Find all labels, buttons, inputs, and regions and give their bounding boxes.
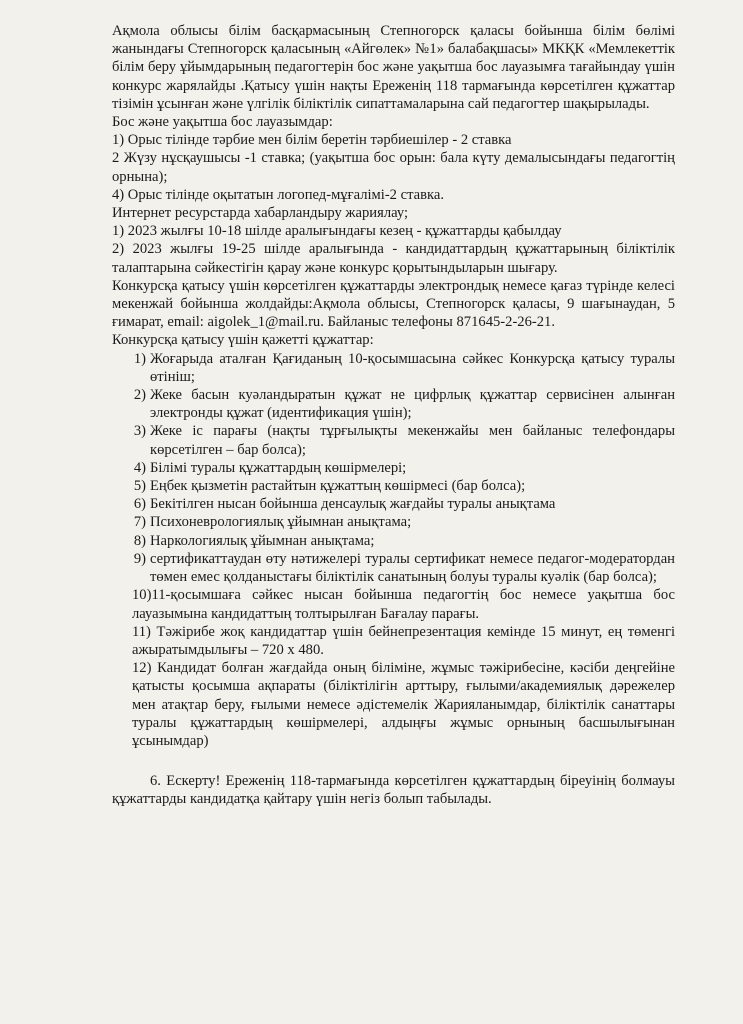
list-item: 6) Бекітілген нысан бойынша денсаулық жағдайы туралы анықтама bbox=[133, 496, 556, 513]
intro-paragraph: Ақмола облысы білім басқармасының Степногорск қаласы бойынша білім бөлімі жанындағы Степногорск қаласының «Айгөлек» №1» балабақшасы» МКҚК «Мемлекеттік білім беру ұйымдарының педагогтерін бос және уақытша бос лауазымға тағайындау үшін конкурс жарялайды .Қатысу үшін нақты Ереженің 118 тармағында көрсетілген құжаттар тізімін ұсынған және үлгілік біліктілік сипаттамаларына сай педагогтер шақырылады. bbox=[112, 23, 675, 112]
announce-heading: Интернет ресурстарда хабарландыру жариялау; bbox=[112, 205, 408, 222]
vacancies-heading: Бос және уақытша бос лауазымдар: bbox=[112, 114, 333, 131]
vacancy-item: 4) Орыс тілінде оқытатын логопед-мұғалімі-2 ставка. bbox=[112, 186, 445, 203]
announce-item: 1) 2023 жылғы 10-18 шілде аралығындағы кезең - құжаттарды қабылдау bbox=[112, 223, 562, 240]
note-paragraph: 6. Ескерту! Ереженің 118-тармағында көрсетілген құжаттардың біреуінің болмауы құжаттарды кандидатқа қайтару үшін негіз болып табылады. bbox=[112, 773, 675, 808]
doc-item-11: 11) Тәжірибе жоқ кандидаттар үшін бейнепрезентация кемінде 15 минут, ең төменгі ажыратымдылығы – 720 x 480. bbox=[132, 623, 675, 658]
vacancy-item: 1) Орыс тілінде тәрбие мен білім беретін тәрбиешілер - 2 ставка bbox=[112, 132, 512, 149]
list-item: 7) Психоневрологиялық ұйымнан анықтама; bbox=[133, 514, 412, 531]
announce-item: 2) 2023 жылғы 19-25 шілде аралығында - кандидаттардың құжаттарының біліктілік талаптарына сәйкестігін қарау және конкурс қорытындыларын шығару. bbox=[112, 241, 675, 276]
vacancy-item: 2 Жүзу нұсқаушысы -1 ставка; (уақытша бос орын: бала күту демалысындағы педагогтің орнына); bbox=[112, 150, 675, 185]
list-item: 9) сертификаттаудан өту нәтижелері туралы сертификат немесе педагог-модератордан төмен емес қолданыстағы біліктілік санатының болуы туралы куәлік (бар болса); bbox=[133, 550, 675, 586]
docs-heading: Конкурсқа қатысу үшін қажетті құжаттар: bbox=[112, 332, 374, 349]
doc-item-12: 12) Кандидат болған жағдайда оның біліміне, жұмыс тәжірибесіне, кәсіби деңгейіне қатысты қосымша ақпараты (біліктілігін арттыру, ғылыми/академиялық дәрежелер мен атақтар беру, ғылыми немесе әдістемелік Жарияланымдар, біліктілік санаттары туралы құжаттардың көшірмелері, алдыңғы жұмыс орнының басшылығынан ұсынымдар) bbox=[132, 660, 675, 749]
docs-list bbox=[112, 350, 675, 587]
list-item: 1) Жоғарыда аталған Қағиданың 10-қосымшасына сәйкес Конкурсқа қатысу туралы өтініш; bbox=[133, 350, 675, 385]
list-item: 5) Еңбек қызметін растайтын құжаттың көшірмесі (бар болса); bbox=[133, 478, 526, 495]
doc-item-10: 10)11-қосымшаға сәйкес нысан бойынша педагогтің бос немесе уақытша бос лауазымына кандидаттың толтырылған Бағалау парағы. bbox=[132, 587, 675, 622]
list-item: 8) Наркологиялық ұйымнан анықтама; bbox=[133, 532, 375, 549]
list-item: 4) Білімі туралы құжаттардың көшірмелері; bbox=[133, 459, 407, 476]
submission-paragraph: Конкурсқа қатысу үшін көрсетілген құжаттарды электрондық немесе қағаз түрінде келесі мекенжай бойынша жолдайды:Ақмола облысы, Степногорск қаласы, 9 шағынаудан, 5 ғимарат, email: aigolek_1@mail.ru. Байланыс телефоны 871645-2-26-21. bbox=[112, 277, 675, 331]
list-item: 3) Жеке іс парағы (нақты тұрғылықты мекенжайы мен байланыс телефондары көрсетілген – бар болса); bbox=[133, 423, 675, 458]
list-item: 2) Жеке басын куәландыратын құжат не цифрлық құжаттар сервисінен алынған электронды құжат (идентификация үшін); bbox=[133, 387, 675, 422]
